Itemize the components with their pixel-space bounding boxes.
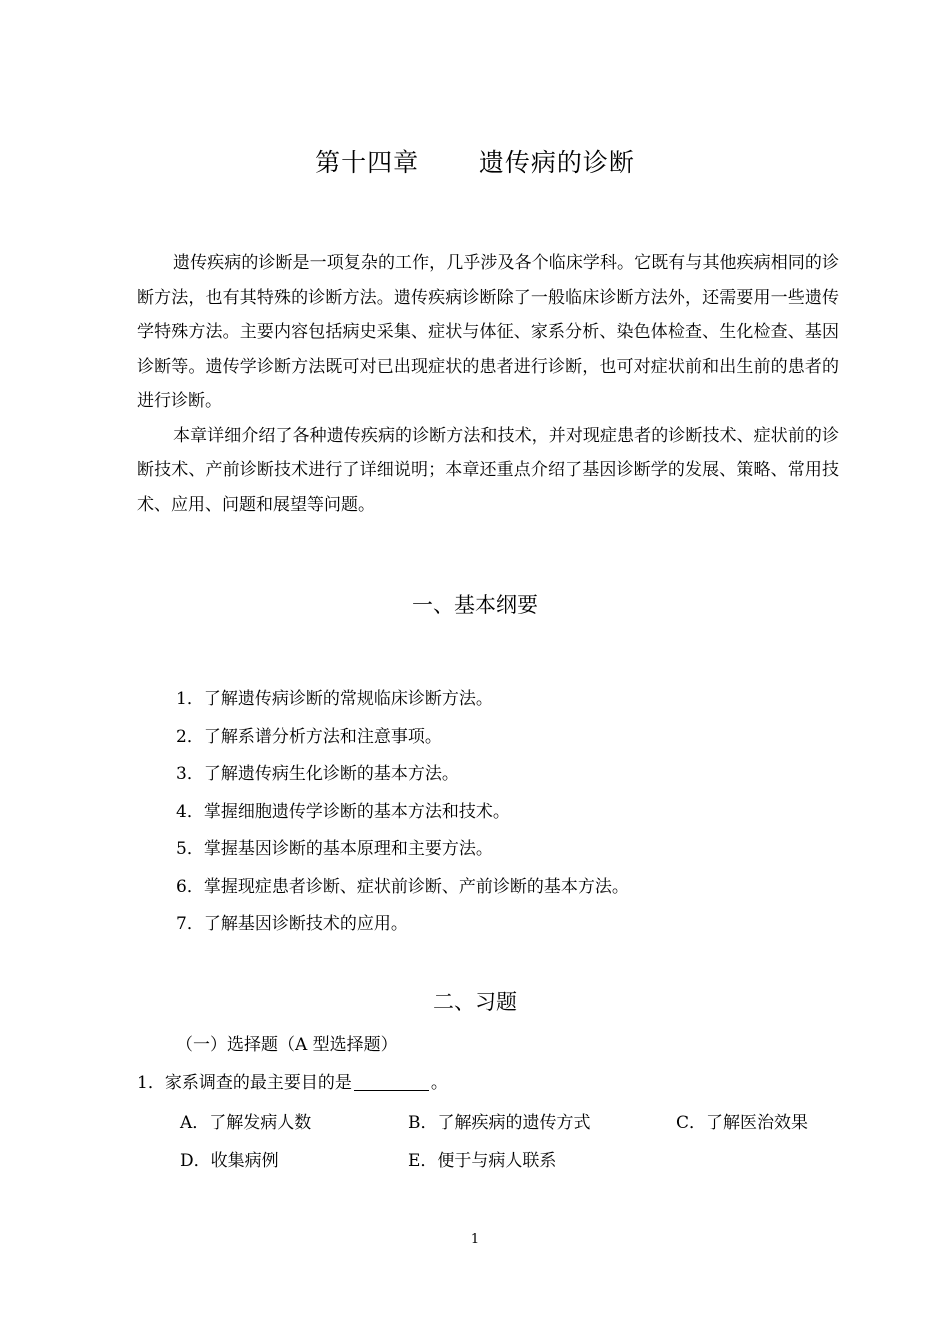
outline-item: 6．掌握现症患者诊断、症状前诊断、产前诊断的基本方法。	[176, 876, 629, 897]
page-number: 1	[470, 1232, 480, 1247]
question-1-end: 。	[430, 1073, 448, 1093]
intro-paragraph-2: 本章详细介绍了各种遗传疾病的诊断方法和技术，并对现症患者的诊断技术、症状前的诊断技术、产前诊断技术进行了详细说明；本章还重点介绍了基因诊断学的发展、策略、常用技术、应用、问题和展望等问题。	[137, 425, 839, 515]
chapter-introduction	[137, 246, 839, 522]
question-1-stem	[137, 1068, 448, 1093]
option-c: C．了解医治效果	[676, 1113, 809, 1133]
answer-blank	[354, 1072, 429, 1091]
chapter-number: 第十四章	[315, 148, 420, 177]
outline-item: 5．掌握基因诊断的基本原理和主要方法。	[176, 839, 493, 859]
option-b: B．了解疾病的遗传方式	[408, 1113, 591, 1133]
section-heading-exercises: 二、习题	[433, 990, 517, 1014]
outline-item: 7．了解基因诊断技术的应用。	[176, 914, 408, 934]
outline-item: 1．了解遗传病诊断的常规临床诊断方法。	[176, 689, 493, 709]
outline-item: 3．了解遗传病生化诊断的基本方法。	[176, 764, 459, 784]
chapter-name: 遗传病的诊断	[478, 148, 635, 177]
question-1-text: 1．家系调查的最主要目的是	[137, 1073, 352, 1093]
outline-list	[176, 681, 629, 944]
intro-paragraph-1: 遗传疾病的诊断是一项复杂的工作，几乎涉及各个临床学科。它既有与其他疾病相同的诊断方法，也有其特殊的诊断方法。遗传疾病诊断除了一般临床诊断方法外，还需要用一些遗传学特殊方法。主要内容包括病史采集、症状与体征、家系分析、染色体检查、生化检查、基因诊断等。遗传学诊断方法既可对已出现症状的患者进行诊断，也可对症状前和出生前的患者的进行诊断。	[137, 253, 839, 411]
section-heading-outline: 一、基本纲要	[412, 593, 538, 617]
option-e: E．便于与病人联系	[408, 1151, 557, 1171]
outline-item: 4．掌握细胞遗传学诊断的基本方法和技术。	[176, 801, 510, 822]
option-d: D．收集病例	[180, 1151, 279, 1171]
exercise-subheading: （一）选择题（A 型选择题）	[176, 1035, 398, 1055]
option-a: A．了解发病人数	[180, 1113, 312, 1133]
chapter-title	[0, 143, 950, 179]
outline-item: 2．了解系谱分析方法和注意事项。	[176, 726, 442, 747]
